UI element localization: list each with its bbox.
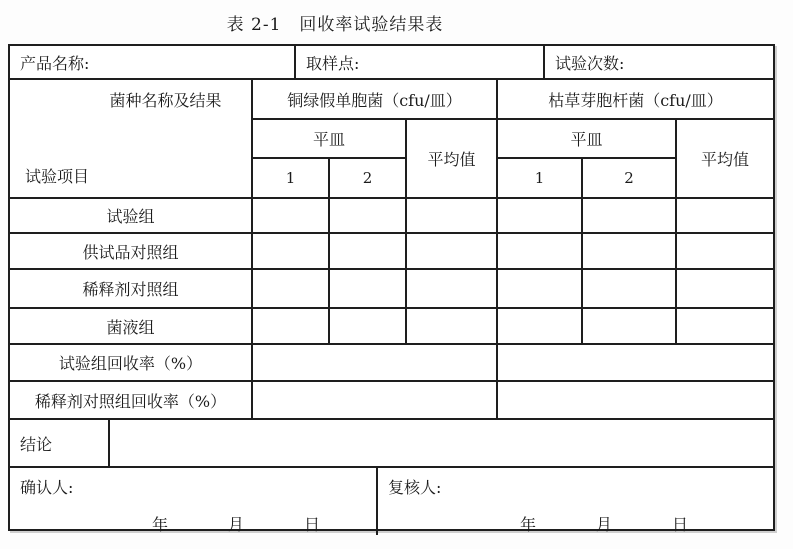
- data-cell: [253, 234, 330, 268]
- sampling-point-label: 取样点:: [306, 53, 360, 73]
- product-name-label: 产品名称:: [20, 53, 90, 73]
- data-cell: [498, 382, 773, 418]
- data-cell: [677, 234, 773, 268]
- conclusion-label: 结论: [10, 420, 110, 466]
- confirm-cell: [10, 468, 378, 535]
- test-times-cell: [545, 46, 773, 78]
- header-band: [10, 80, 773, 199]
- data-cell: [407, 234, 498, 268]
- table-row-bacteria-liquid: [10, 309, 773, 345]
- table-row-trial-recovery: [10, 345, 773, 382]
- data-cell: [253, 199, 330, 232]
- plate-col-2-header: 2: [624, 169, 634, 187]
- test-times-label: 试验次数:: [555, 53, 625, 73]
- plate-col-1-header: 1: [498, 159, 583, 197]
- product-name-cell: [10, 46, 296, 78]
- day-label: 日: [672, 515, 689, 534]
- data-cell: [253, 309, 330, 343]
- data-cell: [253, 382, 498, 418]
- table-row-sample-control: [10, 234, 773, 270]
- corner-header-cell: [10, 80, 253, 197]
- row-label: 供试品对照组: [10, 234, 253, 268]
- year-label: 年: [520, 515, 537, 534]
- data-cell: [330, 199, 407, 232]
- data-cell: [253, 270, 330, 307]
- plate-col-2-header: 2: [362, 169, 373, 187]
- recovery-test-table: [8, 44, 775, 534]
- review-date-line: [388, 512, 773, 535]
- conclusion-value-cell: [110, 420, 773, 466]
- data-cell: [407, 309, 498, 343]
- plate-header: 平皿: [498, 120, 675, 159]
- data-cell: [583, 199, 677, 232]
- review-label: 复核人:: [388, 478, 442, 497]
- plate-col-1-header: 1: [253, 159, 330, 197]
- average-header: 平均值: [700, 150, 749, 169]
- row-label: 稀释剂对照组回收率（%）: [10, 382, 253, 418]
- section-bacillus-name: 枯草芽胞杆菌（cfu/皿）: [498, 80, 773, 120]
- data-cell: [677, 309, 773, 343]
- table-title: 表 2-1 回收率试验结果表: [226, 15, 444, 35]
- day-label: 日: [304, 515, 321, 534]
- data-cell: [330, 234, 407, 268]
- species-result-label: 菌种名称及结果: [109, 91, 222, 110]
- section-pseudomonas: [253, 80, 498, 197]
- info-row: [10, 46, 773, 80]
- data-cell: [407, 199, 498, 232]
- data-cell: [583, 309, 677, 343]
- month-label: 月: [596, 515, 613, 534]
- data-cell: [498, 345, 773, 380]
- year-label: 年: [152, 515, 169, 534]
- confirm-label: 确认人:: [20, 478, 74, 497]
- review-cell: [378, 468, 773, 535]
- data-cell: [677, 199, 773, 232]
- data-cell: [498, 199, 583, 232]
- average-header: 平均值: [427, 150, 476, 169]
- data-cell: [330, 309, 407, 343]
- table-row-diluent-recovery: [10, 382, 773, 420]
- data-cell: [330, 270, 407, 307]
- row-label: 稀释剂对照组: [10, 270, 253, 307]
- data-cell: [583, 270, 677, 307]
- row-label: 试验组回收率（%）: [10, 345, 253, 380]
- conclusion-row: [10, 420, 773, 468]
- data-cell: [677, 270, 773, 307]
- data-cell: [498, 309, 583, 343]
- data-cell: [498, 270, 583, 307]
- test-item-label: 试验项目: [25, 167, 90, 186]
- data-cell: [583, 234, 677, 268]
- table-row-diluent-control: [10, 270, 773, 309]
- month-label: 月: [228, 515, 245, 534]
- section-bacillus: [498, 80, 773, 197]
- table-row-trial-group: [10, 199, 773, 234]
- data-cell: [253, 345, 498, 380]
- data-cell: [498, 234, 583, 268]
- signoff-row: [10, 468, 773, 535]
- data-cell: [407, 270, 498, 307]
- confirm-date-line: [20, 512, 376, 535]
- row-label: 菌液组: [10, 309, 253, 343]
- plate-header: 平皿: [253, 120, 405, 159]
- sampling-point-cell: [296, 46, 545, 78]
- row-label: 试验组: [10, 199, 253, 232]
- section-pseudomonas-name: 铜绿假单胞菌（cfu/皿）: [253, 80, 496, 120]
